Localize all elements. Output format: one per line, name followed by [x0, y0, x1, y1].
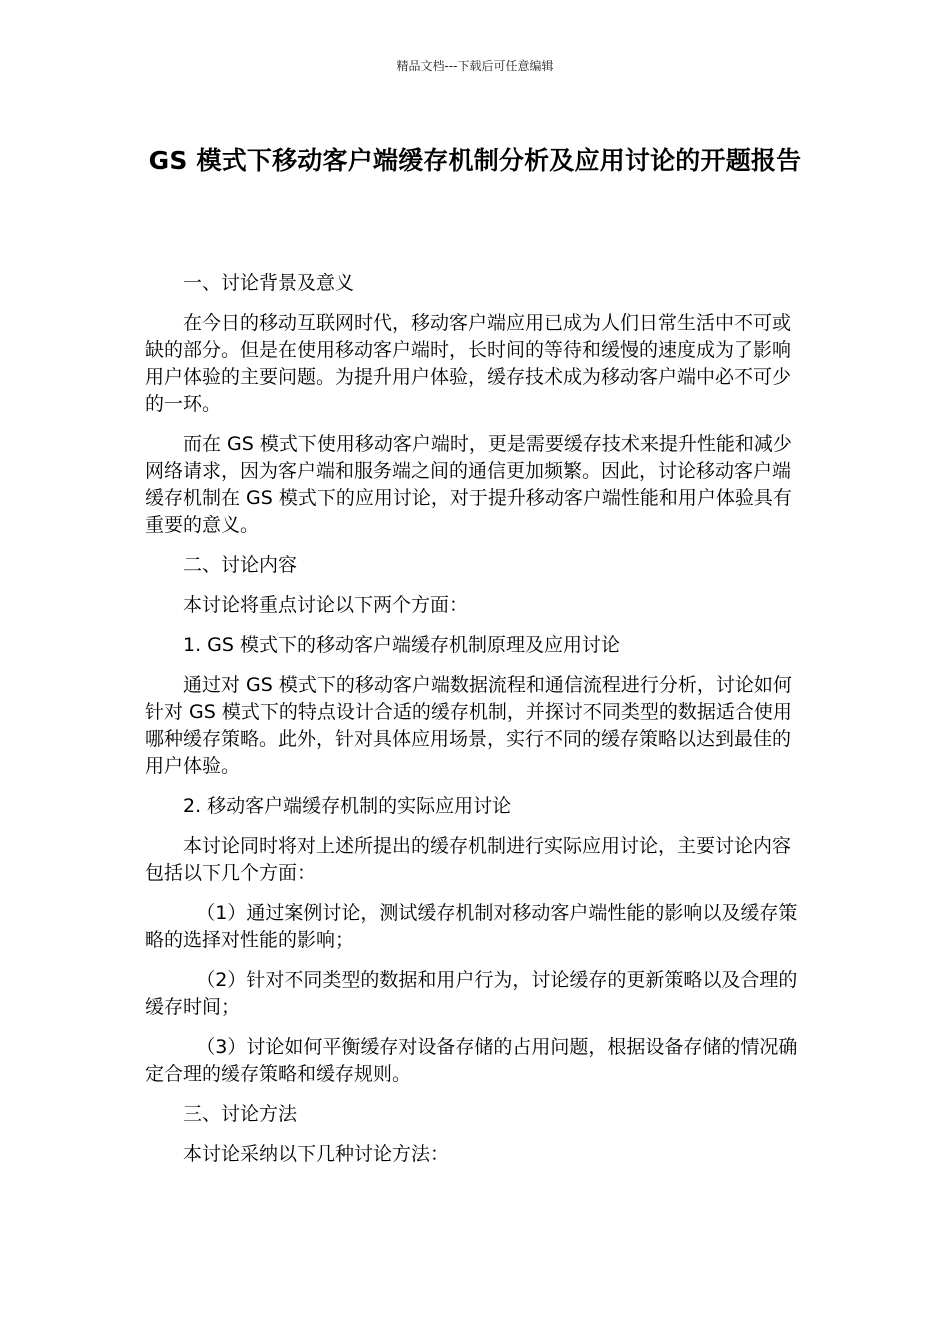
subheading-application: 2. 移动客户端缓存机制的实际应用讨论 — [183, 795, 512, 817]
document-body — [145, 270, 805, 1181]
paragraph-background-2: 而在 GS 模式下使用移动客户端时，更是需要缓存技术来提升性能和减少网络请求，因为客户端和服务端之间的通信更加频繁。因此，讨论移动客户端缓存机制在 GS 模式下的应用讨论，对于提升移动客户端性能和用户体验具有重要的意义。 — [145, 433, 792, 536]
paragraph-method-intro: 本讨论采纳以下几种讨论方法： — [183, 1143, 450, 1165]
list-item-3: （3）讨论如何平衡缓存对设备存储的占用问题，根据设备存储的情况确定合理的缓存策略和缓存规则。 — [145, 1036, 798, 1085]
paragraph-background-1: 在今日的移动互联网时代，移动客户端应用已成为人们日常生活中不可或缺的部分。但是在使用移动客户端时，长时间的等待和缓慢的速度成为了影响用户体验的主要问题。为提升用户体验，缓存技术成为移动客户端中必不可少的一环。 — [145, 312, 792, 415]
list-item-2: （2）针对不同类型的数据和用户行为，讨论缓存的更新策略以及合理的缓存时间； — [145, 969, 798, 1018]
paragraph-mechanism: 通过对 GS 模式下的移动客户端数据流程和通信流程进行分析，讨论如何针对 GS 模式下的特点设计合适的缓存机制，并探讨不同类型的数据适合使用哪种缓存策略。此外，针对具体应用场景，实行不同的缓存策略以达到最佳的用户体验。 — [145, 674, 792, 777]
section-heading-method: 三、讨论方法 — [183, 1103, 298, 1125]
section-heading-background: 一、讨论背景及意义 — [183, 272, 355, 294]
document-title: GS 模式下移动客户端缓存机制分析及应用讨论的开题报告 — [148, 146, 802, 175]
paragraph-content-intro: 本讨论将重点讨论以下两个方面： — [183, 594, 469, 616]
header-note: 精品文档---下载后可任意编辑 — [396, 59, 554, 73]
paragraph-application-intro: 本讨论同时将对上述所提出的缓存机制进行实际应用讨论，主要讨论内容包括以下几个方面： — [145, 835, 792, 884]
list-item-1: （1）通过案例讨论，测试缓存机制对移动客户端性能的影响以及缓存策略的选择对性能的影响； — [145, 902, 798, 951]
section-heading-content: 二、讨论内容 — [183, 554, 298, 576]
subheading-mechanism: 1. GS 模式下的移动客户端缓存机制原理及应用讨论 — [183, 634, 620, 656]
